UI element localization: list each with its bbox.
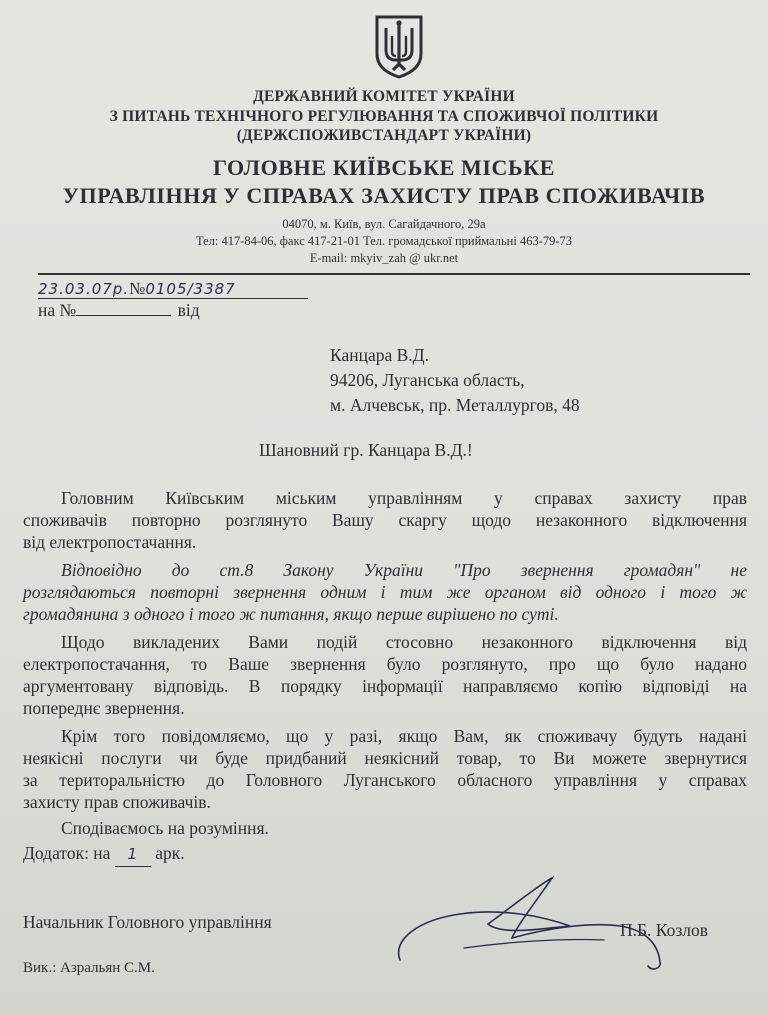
paragraph-4-line-2: неякісні послуги чи буде придбаний неякісний товар, то Ви можете звернутися (23, 748, 747, 768)
closing-line: Сподіваємось на розуміння. (61, 818, 269, 838)
addressee-name: Канцара В.Д. (330, 345, 429, 365)
ministry-name-line2: З ПИТАНЬ ТЕХНІЧНОГО РЕГУЛЮВАННЯ ТА СПОЖИВЧОЇ ПОЛІТИКИ (109, 108, 659, 125)
paragraph-4-line-3: за територальністю до Головного Луганського обласного управління у справах (23, 770, 747, 790)
office-name-line1: ГОЛОВНЕ КИЇВСЬКЕ МІСЬКЕ (213, 155, 555, 180)
attachment-prefix: Додаток: на (23, 843, 111, 863)
signatory-position: Начальник Головного управління (23, 912, 272, 932)
office-phones: Тел: 417-84-06, факс 417-21-01 Тел. громадської приймальні 463-79-73 (195, 234, 573, 248)
attachment-suffix: арк. (155, 843, 185, 863)
salutation: Шановний гр. Канцара В.Д.! (259, 440, 473, 460)
paragraph-3-line-1: Щодо викладених Вами подій стосовно незаконного відключення від (61, 632, 747, 652)
registration-number-label: № (129, 279, 146, 298)
attachment-line (23, 843, 185, 867)
paragraph-2-line-2: розглядаються повторні звернення одним і тим же органом від одного і того ж (23, 582, 747, 602)
office-name-line2: УПРАВЛІННЯ У СПРАВАХ ЗАХИСТУ ПРАВ СПОЖИВАЧІВ (62, 183, 706, 208)
office-email: E-mail: mkyiv_zah @ ukr.net (309, 251, 459, 265)
attachment-count: 1 (127, 845, 139, 863)
ministry-name-line1: ДЕРЖАВНИЙ КОМІТЕТ УКРАЇНИ (253, 88, 515, 105)
paragraph-1-line-2: споживачів повторно розглянуто Вашу скаргу щодо незаконного відключення (23, 510, 747, 530)
reply-reference-line (38, 300, 200, 322)
paragraph-4-line-4: захисту прав споживачів. (23, 792, 211, 812)
paragraph-3-line-3: аргументовану відповідь. В порядку інформації направляємо копію відповіді на (23, 676, 747, 696)
addressee-address-line2: м. Алчевськ, пр. Металлургов, 48 (330, 395, 580, 415)
registration-underline (38, 298, 308, 299)
registration-line (38, 279, 308, 299)
paragraph-3-line-4: попереднє звернення. (23, 698, 185, 718)
registration-date: 23.03.07 (38, 280, 113, 298)
office-address: 04070, м. Київ, вул. Сагайдачного, 29а (282, 217, 486, 231)
addressee-address-line1: 94206, Луганська область, (330, 370, 525, 390)
paragraph-1-line-1: Головним Київським міським управлінням у справах захисту прав (61, 488, 747, 508)
registration-date-suffix: р. (112, 280, 130, 298)
registration-number: 0105/3387 (145, 280, 236, 298)
reply-number-blank (76, 301, 171, 316)
trident-emblem-icon (374, 14, 424, 80)
ministry-name-line3: (ДЕРЖСПОЖИВСТАНДАРТ УКРАЇНИ) (236, 127, 532, 144)
header-divider (38, 273, 750, 275)
paragraph-3-line-2: електропостачання, то Ваше звернення було розглянуто, про що було надано (23, 654, 747, 674)
reply-from-label: від (177, 300, 200, 320)
paragraph-2-line-3: громадянина з одного і того ж питання, якщо перше вирішено по суті. (23, 604, 559, 624)
paragraph-1-line-3: від електропостачання. (23, 532, 197, 552)
executor-line: Вик.: Азральян С.М. (23, 960, 155, 976)
paragraph-4-line-1: Крім того повідомляємо, що у разі, якщо Вам, як споживачу будуть надані (61, 726, 747, 746)
paragraph-2-line-1: Відповідно до ст.8 Закону України "Про звернення громадян" не (61, 560, 747, 580)
reply-number-label: на № (38, 300, 77, 320)
signatory-name: П.Б. Козлов (620, 920, 709, 940)
